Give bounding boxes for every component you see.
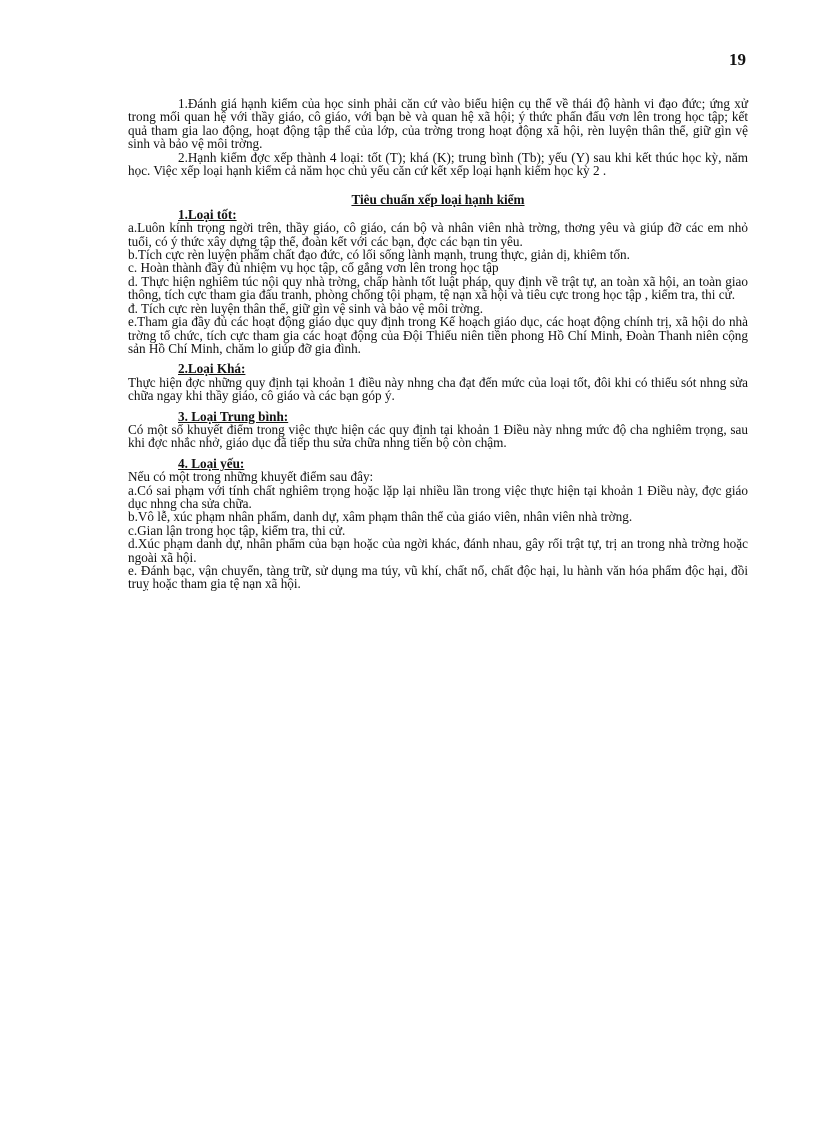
heading-loai-trung-binh: 3. Loại Trung bình: — [178, 408, 289, 424]
list-item: b.Tích cực rèn luyện phẩm chất đạo đức, có lối sống lành mạnh, trung thực, giản dị, khiêm tốn. — [128, 247, 630, 263]
section-title: Tiêu chuẩn xếp loại hạnh kiểm — [351, 192, 525, 208]
list-item: Có một số khuyết điểm trong việc thực hiện các quy định tại khoản 1 Điều này nhng mức độ cha nghiêm trọng, sau khi đợc nhắc nhở, giáo dục đã tiếp thu sửa chữa nhng tiến bộ còn chậm. — [128, 421, 748, 451]
list-item: a.Luôn kính trọng ngời trên, thầy giáo, cô giáo, cán bộ và nhân viên nhà trờng, thơng yêu và giúp đỡ các em nhỏ tuổi, có ý thức xây dựng tập thể, đoàn kết với các bạn, đợc các bạn tin yêu. — [128, 220, 748, 249]
intro-paragraph-1: 1.Đánh giá hạnh kiểm của học sinh phải căn cứ vào biểu hiện cụ thể về thái độ hành vi đạo đức; ứng xử trong mối quan hệ với thầy giáo, cô giáo, với bạn bè và quan hệ xã hội; ý thức phấn đấu vơn lên trong học tập; kết quả tham gia lao động, hoạt động tập thể của lớp, của trờng trong hoạt động xã hội, rèn luyện thân thể, giữ gìn vệ sinh và bảo vệ môi trờng. — [128, 96, 748, 152]
list-item: e. Đánh bạc, vận chuyển, tàng trữ, sử dụng ma túy, vũ khí, chất nổ, chất độc hại, lu hành văn hóa phẩm độc hại, đồi truỵ hoặc tham gia tệ nạn xã hội. — [128, 563, 748, 592]
document-body — [128, 97, 748, 591]
list-item: c.Gian lận trong học tập, kiểm tra, thi cử. — [128, 522, 346, 538]
intro-paragraph-2: 2.Hạnh kiểm đợc xếp thành 4 loại: tốt (T); khá (K); trung bình (Tb); yếu (Y) sau khi kết thúc học kỳ, năm học. Việc xếp loại hạnh kiểm cả năm học chủ yếu căn cứ kết xếp loại hạnh kiểm học kỳ 2 . — [128, 149, 748, 179]
list-item: c. Hoàn thành đầy đủ nhiệm vụ học tập, cố gắng vơn lên trong học tập — [128, 260, 499, 276]
heading-loai-yeu: 4. Loại yếu: — [178, 455, 245, 471]
list-item: đ. Tích cực rèn luyện thân thể, giữ gìn vệ sinh và bảo vệ môi trờng. — [128, 300, 484, 316]
list-item: Nếu có một trong những khuyết điểm sau đây: — [128, 469, 374, 485]
list-item: b.Vô lễ, xúc phạm nhân phẩm, danh dự, xâm phạm thân thể của giáo viên, nhân viên nhà trờng. — [128, 509, 633, 525]
list-item: d.Xúc phạm danh dự, nhân phẩm của bạn hoặc của ngời khác, đánh nhau, gây rối trật tự, trị an trong nhà trờng hoặc ngoài xã hội. — [128, 536, 748, 565]
heading-loai-kha: 2.Loại Khá: — [178, 361, 246, 377]
list-item: d. Thực hiện nghiêm túc nội quy nhà trờng, chấp hành tốt luật pháp, quy định về trật tự, an toàn xã hội, an toàn giao thông, tích cực tham gia đấu tranh, phòng chống tội phạm, tệ nạn xã hội và tiêu cực trong học tập , kiểm tra, thi cử. — [128, 273, 748, 303]
heading-loai-tot: 1.Loại tốt: — [178, 206, 237, 222]
list-item: Thực hiện đợc những quy định tại khoản 1 điều này nhng cha đạt đến mức của loại tốt, đôi khi có thiếu sót nhng sửa chữa ngay khi thầy giáo, cô giáo và các bạn góp ý. — [128, 374, 748, 404]
list-item: e.Tham gia đầy đủ các hoạt động giáo dục quy định trong Kế hoạch giáo dục, các hoạt động chính trị, xã hội do nhà trờng tổ chức, tích cực tham gia các hoạt động của Đội Thiếu niên tiền phong Hồ Chí Minh, Đoàn Thanh niên cộng sản Hồ Chí Minh, chăm lo giúp đỡ gia đình. — [128, 314, 748, 356]
list-item: a.Có sai phạm với tính chất nghiêm trọng hoặc lặp lại nhiều lần trong việc thực hiện tại khoản 1 Điều này, đợc giáo dục nhng cha sửa chữa. — [128, 482, 748, 511]
page-number: 19 — [729, 50, 746, 69]
